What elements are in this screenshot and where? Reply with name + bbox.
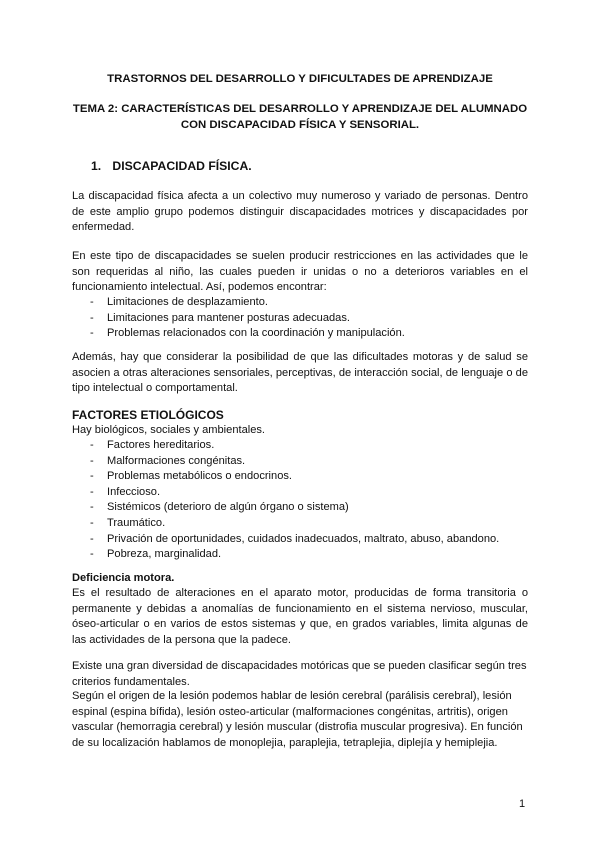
limitaciones-list bbox=[72, 295, 532, 342]
paragraph-ademas: Además, hay que considerar la posibilidad de que las dificultades motoras y de salud se asocien a otras alteraciones sensoriales, perceptivas, de interacción social, de lenguaje o de tipo intelectual o comportamental. bbox=[72, 351, 528, 395]
paragraph-restricciones: En este tipo de discapacidades se suelen producir restricciones en las actividades que le son requeridas al niño, las cuales pueden ir unidas o no a deterioros variables en el funcionamiento intelectual. Así, podemos encontrar: bbox=[72, 250, 528, 294]
list-item: - Malformaciones congénitas. bbox=[90, 454, 246, 467]
list-item: - Factores hereditarios. bbox=[90, 439, 215, 451]
topic-subtitle: TEMA 2: CARACTERÍSTICAS DEL DESARROLLO Y APRENDIZAJE DEL ALUMNADO CON DISCAPACIDAD FÍSICA Y SENSORIAL. bbox=[72, 103, 528, 131]
paragraph-intro: La discapacidad física afecta a un colectivo muy numeroso y variado de personas. Dentro de este amplio grupo podemos distinguir discapacidades motrices y discapacidades por enfermedad. bbox=[72, 190, 528, 234]
list-item: - Infeccioso. bbox=[90, 485, 161, 498]
deficiencia-heading: Deficiencia motora. bbox=[72, 572, 175, 584]
list-item: - Problemas metabólicos o endocrinos. bbox=[90, 470, 292, 483]
section-number: 1. bbox=[91, 159, 102, 173]
section-title: DISCAPACIDAD FÍSICA. bbox=[112, 159, 252, 173]
list-item: - Limitaciones de desplazamiento. bbox=[90, 296, 268, 308]
factores-list bbox=[72, 438, 532, 563]
list-item: - Problemas relacionados con la coordinación y manipulación. bbox=[90, 327, 405, 340]
list-item: - Limitaciones para mantener posturas adecuadas. bbox=[90, 311, 350, 324]
factores-intro: Hay biológicos, sociales y ambientales. bbox=[72, 424, 266, 436]
list-item: - Privación de oportunidades, cuidados inadecuados, maltrato, abuso, abandono. bbox=[90, 532, 500, 545]
section-heading bbox=[91, 159, 252, 175]
paragraph-diversidad: Existe una gran diversidad de discapacidades motóricas que se pueden clasificar según tres criterios fundamentales. bbox=[72, 660, 527, 688]
factores-heading: FACTORES ETIOLÓGICOS bbox=[72, 408, 224, 422]
list-item: - Traumático. bbox=[90, 516, 166, 529]
list-item: - Sistémicos (deterioro de algún órgano o sistema) bbox=[90, 501, 349, 514]
document-title: TRASTORNOS DEL DESARROLLO Y DIFICULTADES DE APRENDIZAJE bbox=[107, 73, 493, 85]
paragraph-origen: Según el origen de la lesión podemos hablar de lesión cerebral (parálisis cerebral), lesión espinal (espina bífida), lesión osteo-articular (malformaciones congénitas, artritis), origen vascular (hemorragia cerebral) y lesión muscular (distrofia muscular progresiva). En función de su localización hablamos de monoplejia, paraplejia, tetraplejia, diplejía y hemiplejia. bbox=[72, 690, 523, 749]
page-number: 1 bbox=[519, 798, 526, 810]
list-item: - Pobreza, marginalidad. bbox=[90, 548, 222, 561]
paragraph-deficiencia: Es el resultado de alteraciones en el aparato motor, producidas de forma transitoria o permanente y debidas a anomalías de funcionamiento en el sistema nervioso, muscular, óseo-articular o en varios de estos sistemas y que, en grados variables, limita algunas de las actividades de la persona que la padece. bbox=[72, 587, 528, 646]
